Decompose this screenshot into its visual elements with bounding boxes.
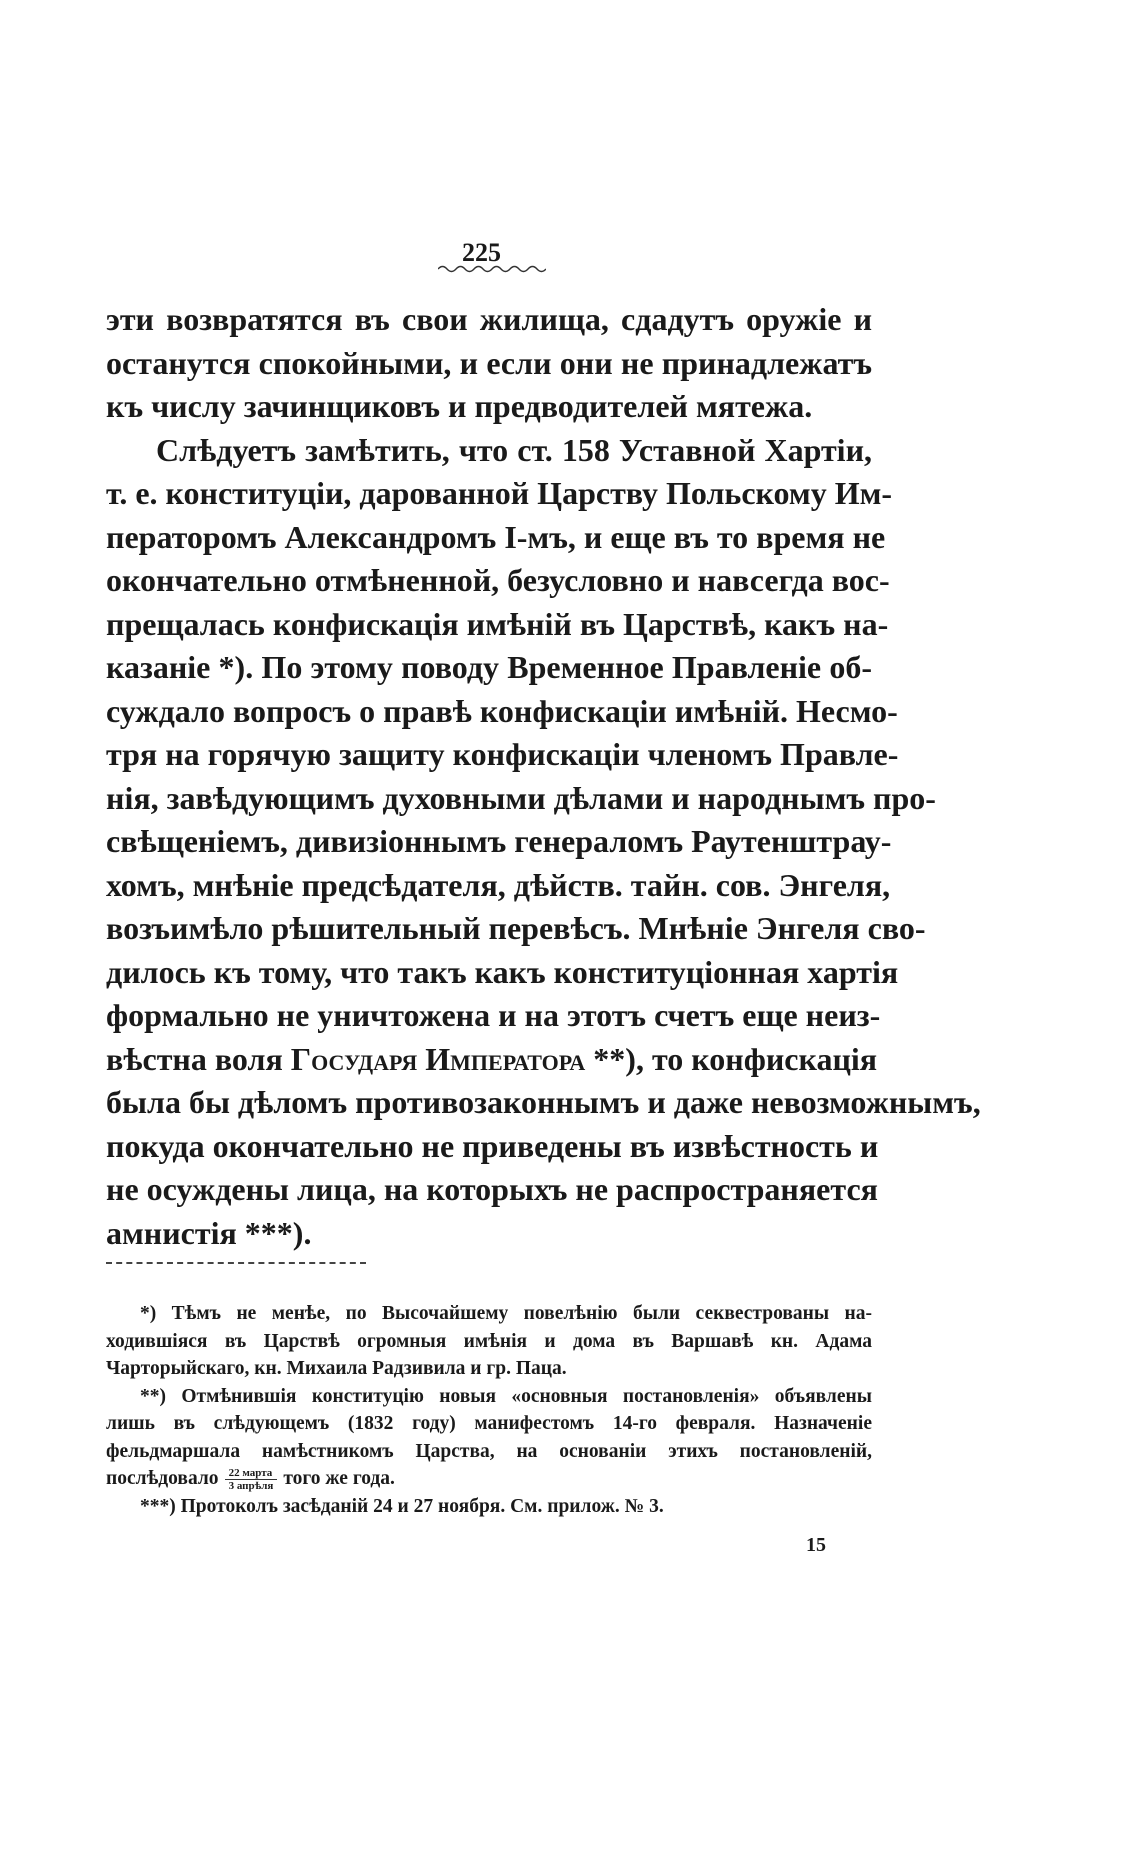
text-line: къ числу зачинщиковъ и предводителей мятежа. — [106, 388, 813, 424]
fraction-numerator: 22 марта — [225, 1467, 278, 1480]
footnote-line: фельдмаршала намѣстникомъ Царства, на основаніи этихъ постановленій, — [106, 1440, 872, 1462]
text-line: не осуждены лица, на которыхъ не распространяется — [106, 1171, 878, 1207]
footnote-fragment: того же года. — [283, 1468, 395, 1489]
text-line: казаніе *). По этому поводу Временное Правленіе об- — [106, 649, 872, 685]
footnotes — [106, 1300, 872, 1520]
text-line: была бы дѣломъ противозаконнымъ и даже невозможнымъ, — [106, 1084, 981, 1120]
wavy-ornament — [438, 264, 546, 274]
text-line: хомъ, мнѣніе предсѣдателя, дѣйств. тайн. сов. Энгеля, — [106, 866, 891, 903]
footnote-line: лишь въ слѣдующемъ (1832 году) манифестомъ 14-го февраля. Назначеніе — [106, 1413, 872, 1434]
text-line: эти возвратятся въ свои жилища, сдадутъ оружіе и — [106, 301, 872, 337]
text-fragment: **), то конфискація — [585, 1040, 878, 1077]
signature-mark: 15 — [806, 1534, 826, 1556]
text-line — [106, 1038, 878, 1082]
text-line: возъимѣло рѣшительный перевѣсъ. Мнѣніе Энгеля сво- — [106, 910, 926, 946]
footnote-line: **) Отмѣнившія конституцію новыя «основныя постановленія» объявлены — [140, 1385, 872, 1407]
text-line: формально не уничтожена и на этотъ счетъ еще неиз- — [106, 997, 881, 1033]
text-fragment: вѣстна воля — [106, 1040, 291, 1077]
text-line: останутся спокойными, и если они не принадлежатъ — [106, 344, 872, 381]
text-line: нія, завѣдующимъ духовными дѣлами и народнымъ про- — [106, 779, 936, 816]
text-line: амнистія ***). — [106, 1214, 312, 1251]
text-line: свѣщеніемъ, дивизіоннымъ генераломъ Раутенштрау- — [106, 823, 892, 859]
page-number: 225 — [462, 238, 501, 267]
date-fraction — [225, 1467, 278, 1492]
text-line: ператоромъ Александромъ I-мъ, и еще въ то время не — [106, 518, 886, 555]
fraction-denominator: 3 апрѣля — [228, 1480, 274, 1493]
footnote-line: Чарторыйскаго, кн. Михаила Радзивила и гр. Паца. — [106, 1358, 567, 1379]
text-line: окончательно отмѣненной, безусловно и навсегда вос- — [106, 562, 890, 598]
footnote-line — [106, 1465, 872, 1493]
text-line: суждало вопросъ о правѣ конфискаціи имѣній. Несмо- — [106, 692, 898, 729]
text-line: т. е. конституціи, дарованной Царству Польскому Им- — [106, 475, 893, 511]
text-line: дилось къ тому, что такъ какъ конституціонная хартія — [106, 953, 899, 990]
main-text — [106, 298, 981, 1255]
footnote-line: ходившіяся въ Царствѣ огромныя имѣнія и дома въ Варшавѣ кн. Адама — [106, 1330, 872, 1352]
text-line: прещалась конфискація имѣній въ Царствѣ, какъ на- — [106, 605, 889, 642]
footnote-line: ***) Протоколъ засѣданій 24 и 27 ноября. См. прилож. № 3. — [140, 1495, 664, 1517]
footnote-divider — [106, 1262, 366, 1264]
text-line: тря на горячую защиту конфискаціи членомъ Правле- — [106, 736, 899, 772]
footnote-fragment: послѣдовало — [106, 1468, 219, 1489]
sovereign-title: Государя Императора — [290, 1040, 586, 1077]
text-line: покуда окончательно не приведены въ извѣстность и — [106, 1127, 879, 1164]
text-line: Слѣдуетъ замѣтить, что ст. 158 Уставной Хартіи, — [156, 431, 872, 468]
footnote-line: *) Тѣмъ не менѣе, по Высочайшему повелѣнію были секвестрованы на- — [140, 1303, 872, 1324]
